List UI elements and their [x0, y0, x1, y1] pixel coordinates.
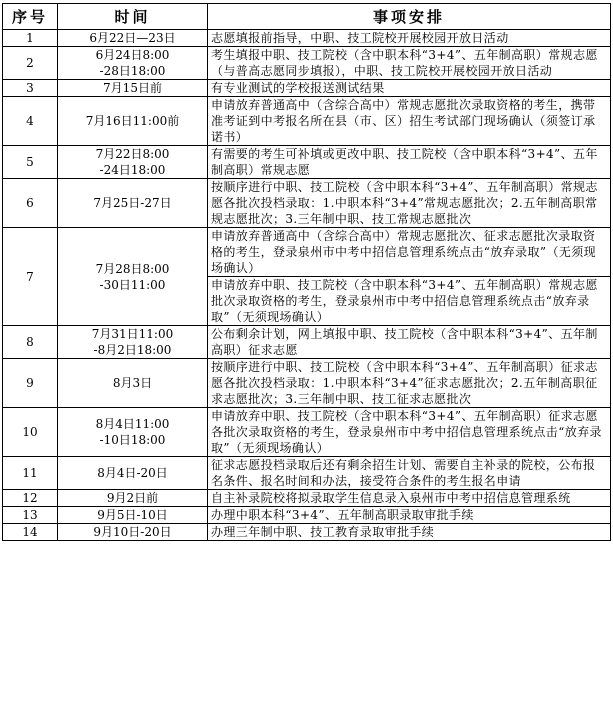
- header-index: 序号: [3, 4, 58, 30]
- row-index: 7: [3, 228, 58, 326]
- time-line: 7月16日11:00前: [85, 114, 180, 128]
- item-text: 办理中职本科“3+4”、五年制高职录取审批手续: [211, 508, 474, 522]
- item-text: 申请放弃普通高中（含综合高中）常规志愿批次、征求志愿批次录取资格的考生，登录泉州市中考中招信息管理系统点击“放弃录取”（无须现场确认）: [211, 229, 597, 275]
- row-item: [208, 47, 611, 80]
- row-item: [208, 359, 611, 408]
- row-time: [58, 490, 208, 507]
- item-text: 申请放弃中职、技工院校（含中职本科“3+4”、五年制高职）征求志愿各批次录取资格的考生，登录泉州市中考中招信息管理系统点击“放弃录取”（无须现场确认）: [211, 409, 602, 455]
- row-time: [58, 179, 208, 228]
- item-text: 申请放弃中职、技工院校（含中职本科“3+4”、五年制高职）常规志愿批次录取资格的考生，登录泉州市中考中招信息管理系统点击“放弃录取”（无须现场确认）: [208, 276, 610, 325]
- table-row: [3, 326, 611, 359]
- row-index: 8: [3, 326, 58, 359]
- table-row: [3, 97, 611, 146]
- table-row: [3, 359, 611, 408]
- table-row: [3, 490, 611, 507]
- row-time: [58, 326, 208, 359]
- row-time: [58, 408, 208, 457]
- row-time: [58, 359, 208, 408]
- table-row: [3, 146, 611, 179]
- time-line: 6月22日—23日: [89, 31, 176, 45]
- row-index: 3: [3, 80, 58, 97]
- table-row: [3, 47, 611, 80]
- row-index: 10: [3, 408, 58, 457]
- item-text: 考生填报中职、技工院校（含中职本科“3+4”、五年制高职）常规志愿（与普高志愿同步填报），中职、技工院校开展校园开放日活动: [211, 48, 598, 78]
- row-item: [208, 408, 611, 457]
- row-index: 9: [3, 359, 58, 408]
- time-line: 7月28日8:00: [95, 261, 170, 276]
- row-index: 2: [3, 47, 58, 80]
- row-item: [208, 97, 611, 146]
- row-time: [58, 80, 208, 97]
- header-item: 事项安排: [208, 4, 611, 30]
- schedule-table: [2, 3, 611, 541]
- row-time: [58, 146, 208, 179]
- table-row: [3, 80, 611, 97]
- row-item: [208, 228, 611, 326]
- time-line: 7月31日11:00: [91, 327, 174, 341]
- row-index: 12: [3, 490, 58, 507]
- row-item: [208, 326, 611, 359]
- time-line: -24日18:00: [99, 163, 166, 177]
- item-text: 按顺序进行中职、技工院校（含中职本科“3+4”、五年制高职）征求志愿各批次投档录取：1.中职本科“3+4”征求志愿批次；2.五年制高职征求志愿批次；3.三年制中职、技工征求志愿批次: [211, 360, 598, 406]
- row-item: [208, 80, 611, 97]
- row-item: [208, 457, 611, 490]
- row-time: [58, 97, 208, 146]
- row-index: 14: [3, 524, 58, 541]
- item-text: 有需要的考生可补填或更改中职、技工院校（含中职本科“3+4”、五年制高职）常规志愿: [211, 147, 598, 177]
- time-line: -8月2日18:00: [93, 343, 172, 357]
- table-row: [3, 30, 611, 47]
- time-line: 6月24日8:00: [95, 48, 170, 62]
- row-time: [58, 30, 208, 47]
- time-line: 7月25日-27日: [93, 196, 172, 210]
- row-index: 11: [3, 457, 58, 490]
- row-item: [208, 507, 611, 524]
- row-item: [208, 30, 611, 47]
- table-row: [3, 228, 611, 326]
- item-text: 办理三年制中职、技工教育录取审批手续: [211, 525, 435, 539]
- time-line: 9月2日前: [106, 491, 159, 505]
- time-line: 8月4日11:00: [95, 417, 170, 431]
- row-index: 4: [3, 97, 58, 146]
- item-text: 申请放弃普通高中（含综合高中）常规志愿批次录取资格的考生，携带准考证到中考报名所在县（市、区）招生考试部门现场确认（须签订承诺书）: [211, 98, 596, 144]
- row-item: [208, 524, 611, 541]
- item-text: 志愿填报前指导，中职、技工院校开展校园开放日活动: [211, 31, 509, 45]
- row-time: [58, 457, 208, 490]
- row-time: [58, 228, 208, 326]
- time-line: 9月5日-10日: [97, 508, 168, 522]
- time-line: 8月3日: [112, 376, 153, 390]
- table-row: [3, 457, 611, 490]
- header-time: 时间: [58, 4, 208, 30]
- item-text: 按顺序进行中职、技工院校（含中职本科“3+4”、五年制高职）常规志愿各批次投档录取：1.中职本科“3+4”常规志愿批次；2.五年制高职常规志愿批次；3.三年制中职、技工常规志愿批次: [211, 180, 598, 226]
- time-line: 8月4日-20日: [97, 466, 168, 480]
- header-row: [3, 4, 611, 30]
- item-text: 有专业测试的学校报送测试结果: [211, 81, 385, 95]
- time-line: 7月22日8:00: [95, 147, 170, 161]
- row-item: [208, 179, 611, 228]
- item-text: 自主补录院校将拟录取学生信息录入泉州市中考中招信息管理系统: [211, 491, 571, 505]
- row-item: [208, 490, 611, 507]
- row-item: [208, 146, 611, 179]
- table-row: [3, 507, 611, 524]
- item-text: 公布剩余计划，网上填报中职、技工院校（含中职本科“3+4”、五年制高职）征求志愿: [211, 327, 598, 357]
- row-time: [58, 507, 208, 524]
- row-index: 6: [3, 179, 58, 228]
- time-line: -30日11:00: [99, 277, 166, 292]
- time-line: 9月10日-20日: [93, 525, 172, 539]
- table-row: [3, 408, 611, 457]
- table-row: [3, 524, 611, 541]
- row-index: 1: [3, 30, 58, 47]
- schedule-body: [3, 30, 611, 541]
- row-time: [58, 47, 208, 80]
- item-text: 征求志愿投档录取后还有剩余招生计划、需要自主补录的院校，公布报名条件、报名时间和办法，接受符合条件的考生报名申请: [211, 458, 596, 488]
- time-line: 7月15日前: [103, 81, 162, 95]
- table-row: [3, 179, 611, 228]
- time-line: -10日18:00: [99, 433, 166, 447]
- row-index: 5: [3, 146, 58, 179]
- time-line: -28日18:00: [99, 64, 166, 78]
- row-time: [58, 524, 208, 541]
- row-index: 13: [3, 507, 58, 524]
